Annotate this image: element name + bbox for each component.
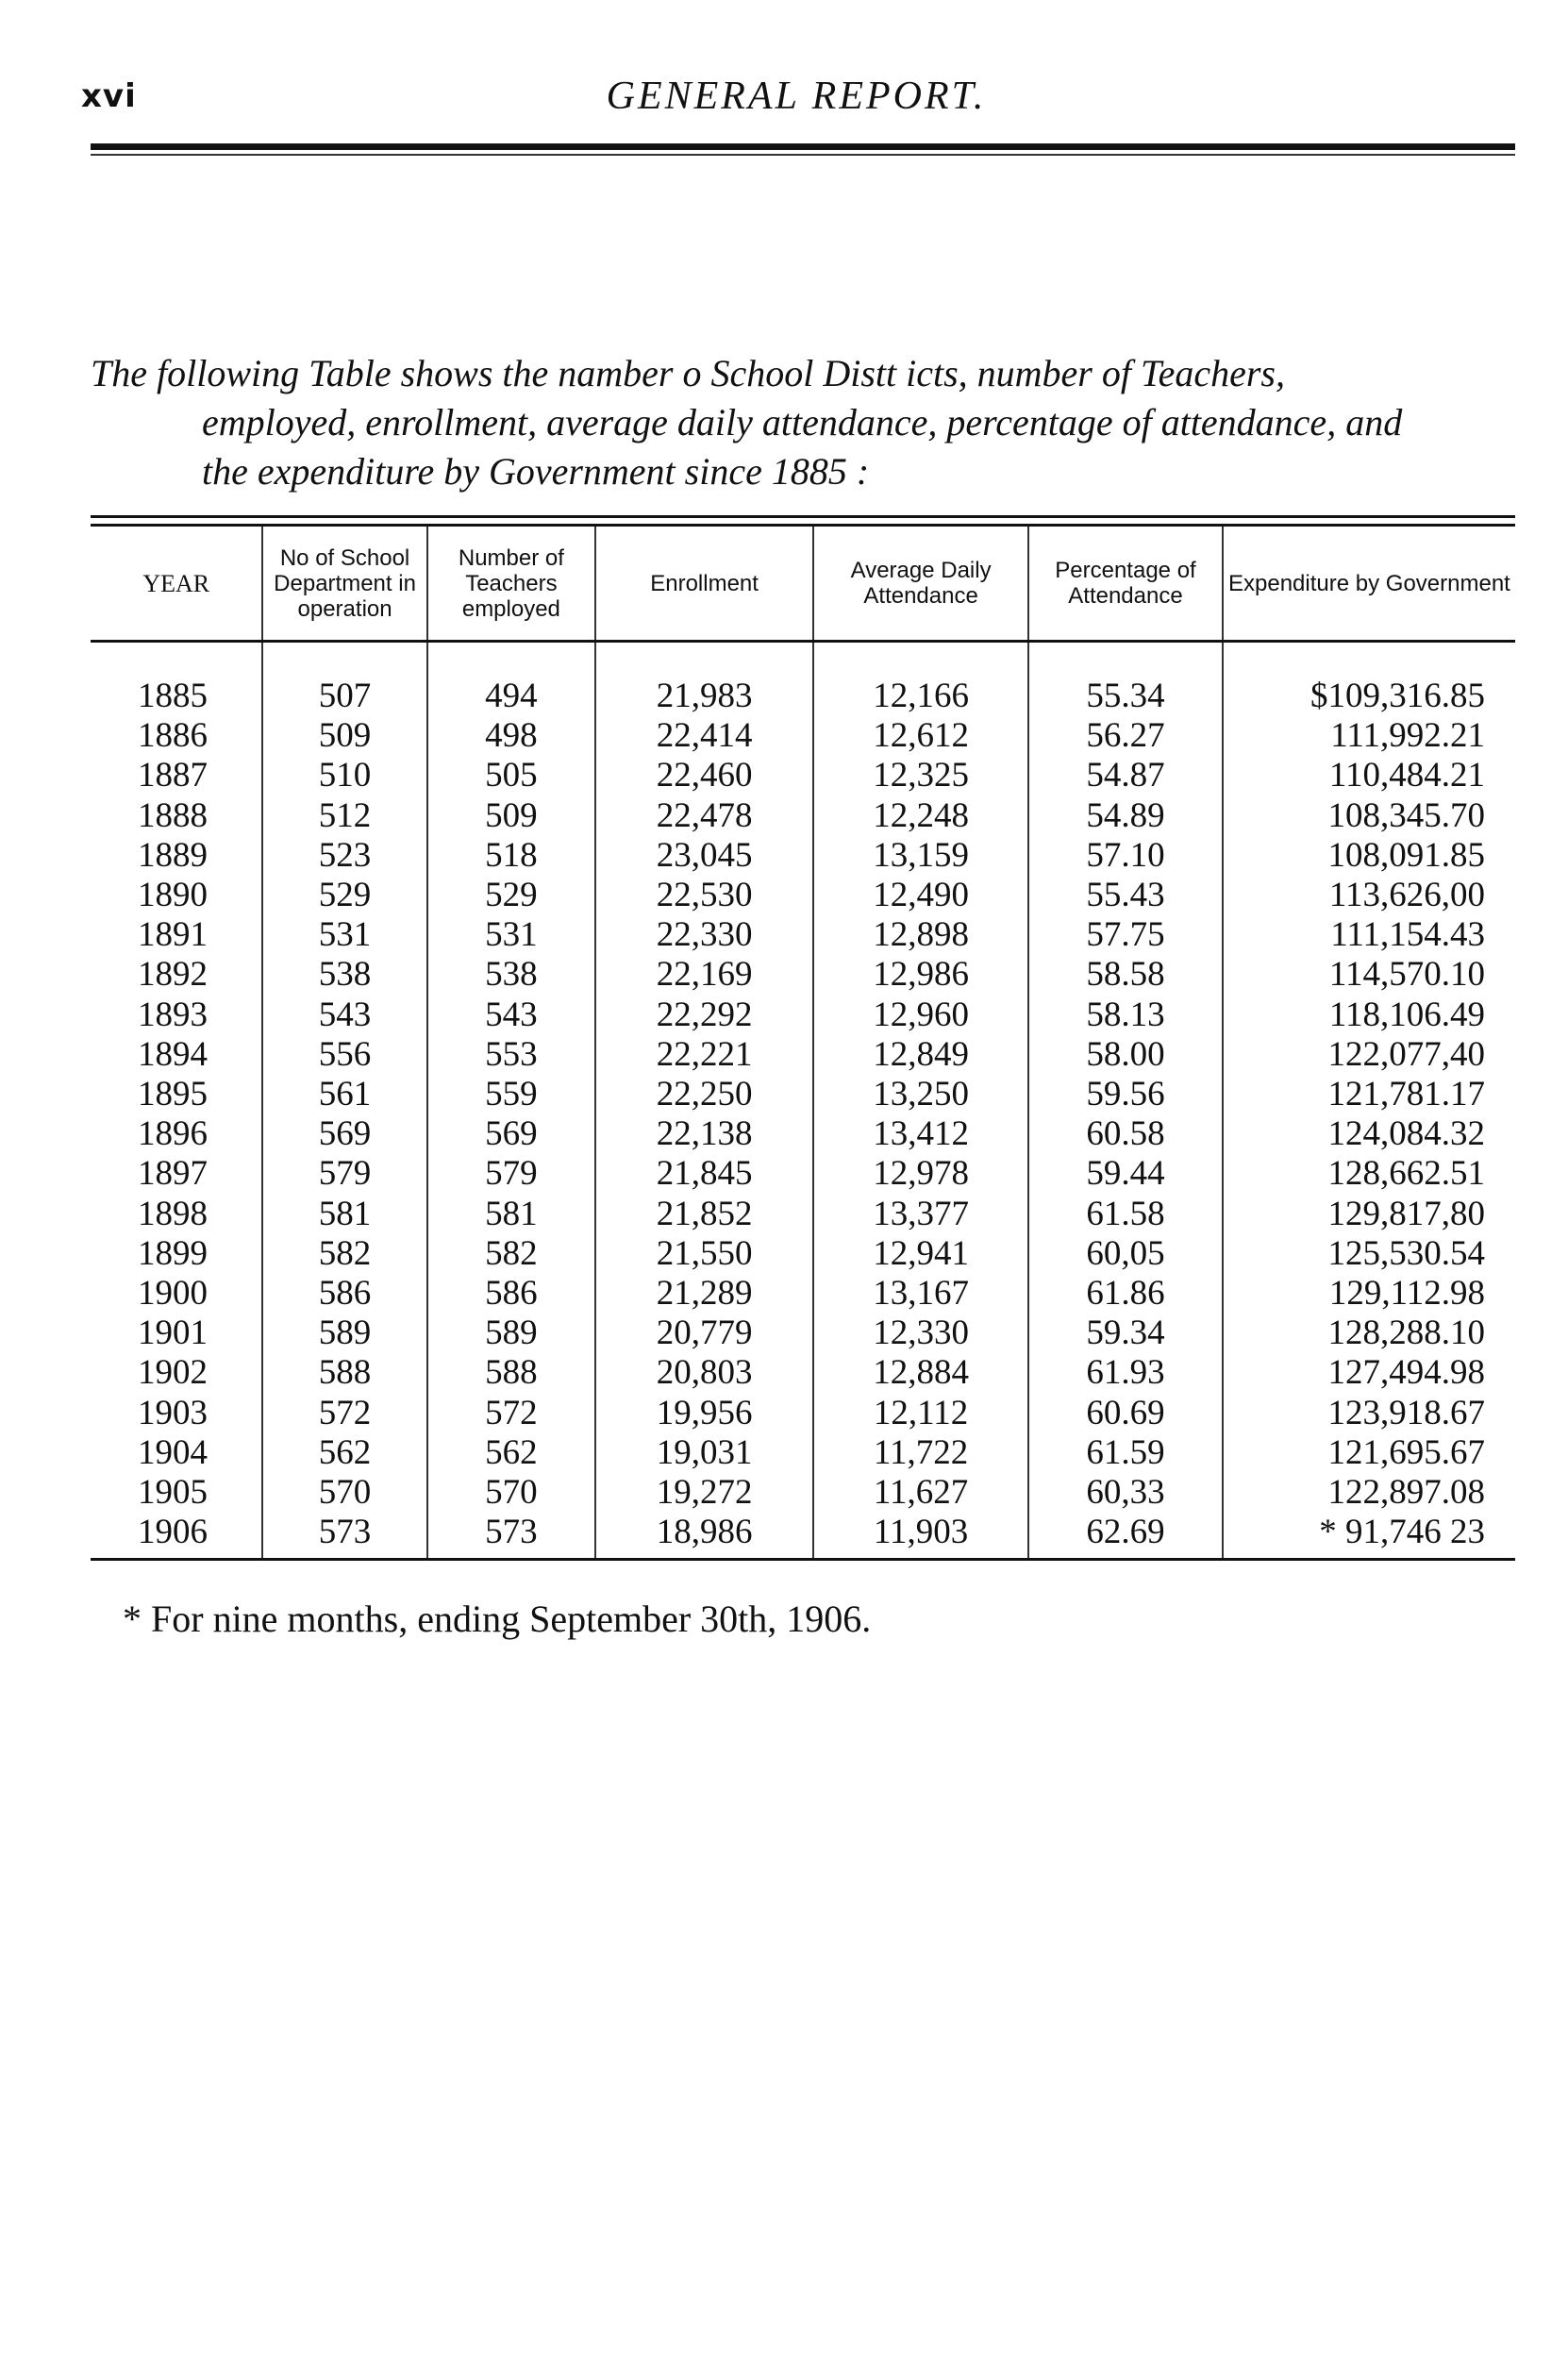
table-row xyxy=(91,1314,1515,1353)
table-row xyxy=(91,1114,1515,1154)
teachers-cell: 588 xyxy=(427,1353,595,1393)
average-attendance-cell: 12,941 xyxy=(813,1234,1028,1274)
col-enrollment-header: Enrollment xyxy=(595,527,813,642)
teachers-cell: 509 xyxy=(427,796,595,836)
average-attendance-cell: 13,159 xyxy=(813,836,1028,876)
enrollment-cell: 19,031 xyxy=(595,1433,813,1473)
school-departments-cell: 573 xyxy=(262,1513,426,1560)
percentage-cell: 62.69 xyxy=(1028,1513,1223,1560)
footnote: * For nine months, ending September 30th, 1906. xyxy=(123,1598,872,1640)
year-cell: 1901 xyxy=(138,1314,208,1353)
col-school-departments-header: No of School Department in operation xyxy=(262,527,426,642)
average-attendance-cell: 12,330 xyxy=(813,1314,1028,1353)
average-attendance-cell: 12,490 xyxy=(813,876,1028,915)
percentage-cell: 59.56 xyxy=(1028,1075,1223,1114)
percentage-cell: 60,33 xyxy=(1028,1473,1223,1513)
percentage-cell: 61.86 xyxy=(1028,1274,1223,1314)
teachers-cell: 569 xyxy=(427,1114,595,1154)
running-head xyxy=(81,68,1511,125)
expenditure-cell: 110,484.21 xyxy=(1223,756,1515,795)
year-cell: 1887 xyxy=(138,756,208,795)
enrollment-cell: 22,292 xyxy=(595,996,813,1035)
average-attendance-cell: 12,960 xyxy=(813,996,1028,1035)
enrollment-cell: 21,983 xyxy=(595,642,813,717)
year-cell: 1905 xyxy=(138,1473,208,1513)
enrollment-cell: 22,330 xyxy=(595,915,813,955)
enrollment-cell: 19,956 xyxy=(595,1394,813,1433)
table-body xyxy=(91,642,1515,1560)
percentage-cell: 57.10 xyxy=(1028,836,1223,876)
expenditure-cell: 129,817,80 xyxy=(1223,1195,1515,1234)
intro-line-3: the expenditure by Government since 1885 : xyxy=(202,450,870,493)
average-attendance-cell: 11,627 xyxy=(813,1473,1028,1513)
teachers-cell: 582 xyxy=(427,1234,595,1274)
year-cell: 1893 xyxy=(138,995,208,1034)
year-cell: 1904 xyxy=(138,1432,208,1472)
col-percentage-attendance-header: Percentage of Attendance xyxy=(1028,527,1223,642)
table-row xyxy=(91,756,1515,795)
year-cell: 1891 xyxy=(138,915,208,955)
year-cell: 1895 xyxy=(138,1075,208,1114)
average-attendance-cell: 13,250 xyxy=(813,1075,1028,1114)
average-attendance-cell: 12,849 xyxy=(813,1035,1028,1075)
expenditure-cell: 111,154.43 xyxy=(1223,915,1515,955)
expenditure-cell: 111,992.21 xyxy=(1223,716,1515,756)
school-departments-cell: 588 xyxy=(262,1353,426,1393)
teachers-cell: 562 xyxy=(427,1433,595,1473)
expenditure-cell: 128,662.51 xyxy=(1223,1154,1515,1194)
table-row xyxy=(91,1473,1515,1513)
teachers-cell: 505 xyxy=(427,756,595,795)
enrollment-cell: 20,779 xyxy=(595,1314,813,1353)
expenditure-cell: 122,897.08 xyxy=(1223,1473,1515,1513)
table-row xyxy=(91,915,1515,955)
year-cell: 1885 xyxy=(138,677,208,715)
expenditure-cell: 127,494.98 xyxy=(1223,1353,1515,1393)
teachers-cell: 553 xyxy=(427,1035,595,1075)
enrollment-cell: 20,803 xyxy=(595,1353,813,1393)
table-row xyxy=(91,1394,1515,1433)
intro-line-1: The following Table shows the namber o School Distt icts, number of Teachers, xyxy=(91,352,1285,394)
enrollment-cell: 21,550 xyxy=(595,1234,813,1274)
col-expenditure-header: Expenditure by Government xyxy=(1223,527,1515,642)
average-attendance-cell: 12,112 xyxy=(813,1394,1028,1433)
school-departments-cell: 529 xyxy=(262,876,426,915)
expenditure-cell: 108,345.70 xyxy=(1223,796,1515,836)
year-cell: 1892 xyxy=(138,955,208,995)
expenditure-cell: 114,570.10 xyxy=(1223,955,1515,995)
average-attendance-cell: 12,898 xyxy=(813,915,1028,955)
school-departments-cell: 582 xyxy=(262,1234,426,1274)
year-cell: 1894 xyxy=(138,1034,208,1074)
teachers-cell: 570 xyxy=(427,1473,595,1513)
table-row xyxy=(91,836,1515,876)
percentage-cell: 61.93 xyxy=(1028,1353,1223,1393)
percentage-cell: 54.87 xyxy=(1028,756,1223,795)
expenditure-cell: 108,091.85 xyxy=(1223,836,1515,876)
table-row xyxy=(91,796,1515,836)
average-attendance-cell: 13,377 xyxy=(813,1195,1028,1234)
percentage-cell: 58.13 xyxy=(1028,996,1223,1035)
expenditure-cell: 118,106.49 xyxy=(1223,996,1515,1035)
report-title: GENERAL REPORT. xyxy=(606,75,987,118)
average-attendance-cell: 13,167 xyxy=(813,1274,1028,1314)
school-departments-cell: 561 xyxy=(262,1075,426,1114)
year-cell: 1889 xyxy=(138,835,208,875)
table-row xyxy=(91,1353,1515,1393)
enrollment-cell: 22,460 xyxy=(595,756,813,795)
enrollment-cell: 22,414 xyxy=(595,716,813,756)
table-row xyxy=(91,1433,1515,1473)
table-row xyxy=(91,1154,1515,1194)
table-top-rule xyxy=(91,515,1515,518)
table-row xyxy=(91,716,1515,756)
expenditure-cell: * 91,746 23 xyxy=(1223,1513,1515,1560)
average-attendance-cell: 13,412 xyxy=(813,1114,1028,1154)
expenditure-cell: 121,781.17 xyxy=(1223,1075,1515,1114)
header-rule xyxy=(91,143,1515,150)
percentage-cell: 59.34 xyxy=(1028,1314,1223,1353)
expenditure-cell: 128,288.10 xyxy=(1223,1314,1515,1353)
teachers-cell: 586 xyxy=(427,1274,595,1314)
average-attendance-cell: 12,248 xyxy=(813,796,1028,836)
table-row xyxy=(91,1513,1515,1560)
intro-paragraph xyxy=(91,349,1515,496)
average-attendance-cell: 12,166 xyxy=(813,642,1028,717)
expenditure-cell: 113,626,00 xyxy=(1223,876,1515,915)
year-cell: 1896 xyxy=(138,1114,208,1154)
year-cell: 1900 xyxy=(138,1274,208,1314)
enrollment-cell: 22,250 xyxy=(595,1075,813,1114)
expenditure-cell: 123,918.67 xyxy=(1223,1394,1515,1433)
percentage-cell: 60,05 xyxy=(1028,1234,1223,1274)
table-row xyxy=(91,996,1515,1035)
school-departments-cell: 523 xyxy=(262,836,426,876)
table-row xyxy=(91,642,1515,717)
teachers-cell: 543 xyxy=(427,996,595,1035)
percentage-cell: 56.27 xyxy=(1028,716,1223,756)
school-departments-cell: 572 xyxy=(262,1394,426,1433)
year-cell: 1903 xyxy=(138,1393,208,1432)
teachers-cell: 538 xyxy=(427,955,595,995)
teachers-cell: 529 xyxy=(427,876,595,915)
year-cell: 1899 xyxy=(138,1233,208,1273)
intro-line-2: employed, enrollment, average daily attendance, percentage of attendance, and xyxy=(202,401,1403,444)
school-departments-cell: 579 xyxy=(262,1154,426,1194)
school-departments-cell: 570 xyxy=(262,1473,426,1513)
statistics-table-wrapper xyxy=(91,515,1515,1561)
teachers-cell: 494 xyxy=(427,642,595,717)
percentage-cell: 61.58 xyxy=(1028,1195,1223,1234)
year-cell: 1890 xyxy=(138,876,208,915)
page-number: xvi xyxy=(81,77,137,115)
enrollment-cell: 22,138 xyxy=(595,1114,813,1154)
expenditure-cell: 129,112.98 xyxy=(1223,1274,1515,1314)
school-departments-cell: 586 xyxy=(262,1274,426,1314)
school-departments-cell: 543 xyxy=(262,996,426,1035)
teachers-cell: 579 xyxy=(427,1154,595,1194)
teachers-cell: 581 xyxy=(427,1195,595,1234)
enrollment-cell: 21,289 xyxy=(595,1274,813,1314)
col-year-header: YEAR xyxy=(91,527,262,642)
teachers-cell: 573 xyxy=(427,1513,595,1560)
school-departments-cell: 509 xyxy=(262,716,426,756)
teachers-cell: 518 xyxy=(427,836,595,876)
average-attendance-cell: 11,903 xyxy=(813,1513,1028,1560)
enrollment-cell: 21,852 xyxy=(595,1195,813,1234)
school-departments-cell: 562 xyxy=(262,1433,426,1473)
col-average-daily-attendance-header: Average Daily Attendance xyxy=(813,527,1028,642)
enrollment-cell: 22,478 xyxy=(595,796,813,836)
school-departments-cell: 510 xyxy=(262,756,426,795)
school-departments-cell: 531 xyxy=(262,915,426,955)
school-departments-cell: 581 xyxy=(262,1195,426,1234)
teachers-cell: 498 xyxy=(427,716,595,756)
teachers-cell: 589 xyxy=(427,1314,595,1353)
table-header-row xyxy=(91,527,1515,642)
enrollment-cell: 19,272 xyxy=(595,1473,813,1513)
expenditure-cell: 125,530.54 xyxy=(1223,1234,1515,1274)
percentage-cell: 54.89 xyxy=(1028,796,1223,836)
teachers-cell: 559 xyxy=(427,1075,595,1114)
percentage-cell: 55.43 xyxy=(1028,876,1223,915)
percentage-cell: 60.58 xyxy=(1028,1114,1223,1154)
teachers-cell: 572 xyxy=(427,1394,595,1433)
col-teachers-employed-header: Number of Teachers employed xyxy=(427,527,595,642)
percentage-cell: 57.75 xyxy=(1028,915,1223,955)
header-rule-thin xyxy=(91,154,1515,156)
expenditure-cell: 121,695.67 xyxy=(1223,1433,1515,1473)
school-departments-cell: 538 xyxy=(262,955,426,995)
percentage-cell: 60.69 xyxy=(1028,1394,1223,1433)
percentage-cell: 59.44 xyxy=(1028,1154,1223,1194)
year-cell: 1902 xyxy=(138,1353,208,1393)
average-attendance-cell: 12,884 xyxy=(813,1353,1028,1393)
table-row xyxy=(91,1075,1515,1114)
percentage-cell: 55.34 xyxy=(1028,642,1223,717)
expenditure-cell: $109,316.85 xyxy=(1223,642,1515,717)
school-departments-cell: 507 xyxy=(262,642,426,717)
school-departments-cell: 556 xyxy=(262,1035,426,1075)
average-attendance-cell: 12,978 xyxy=(813,1154,1028,1194)
table-row xyxy=(91,1195,1515,1234)
school-departments-cell: 589 xyxy=(262,1314,426,1353)
year-cell: 1897 xyxy=(138,1154,208,1194)
year-cell: 1906 xyxy=(91,1513,262,1560)
teachers-cell: 531 xyxy=(427,915,595,955)
table-row xyxy=(91,1234,1515,1274)
school-departments-cell: 512 xyxy=(262,796,426,836)
table-row xyxy=(91,955,1515,995)
expenditure-cell: 122,077,40 xyxy=(1223,1035,1515,1075)
year-cell: 1898 xyxy=(138,1194,208,1233)
enrollment-cell: 18,986 xyxy=(595,1513,813,1560)
enrollment-cell: 22,530 xyxy=(595,876,813,915)
enrollment-cell: 23,045 xyxy=(595,836,813,876)
year-cell: 1886 xyxy=(138,716,208,756)
year-cell: 1888 xyxy=(138,795,208,835)
school-departments-cell: 569 xyxy=(262,1114,426,1154)
enrollment-cell: 21,845 xyxy=(595,1154,813,1194)
table-row xyxy=(91,1035,1515,1075)
average-attendance-cell: 11,722 xyxy=(813,1433,1028,1473)
average-attendance-cell: 12,612 xyxy=(813,716,1028,756)
expenditure-cell: 124,084.32 xyxy=(1223,1114,1515,1154)
table-row xyxy=(91,1274,1515,1314)
percentage-cell: 61.59 xyxy=(1028,1433,1223,1473)
statistics-table xyxy=(91,527,1515,1561)
percentage-cell: 58.00 xyxy=(1028,1035,1223,1075)
table-row xyxy=(91,876,1515,915)
average-attendance-cell: 12,325 xyxy=(813,756,1028,795)
average-attendance-cell: 12,986 xyxy=(813,955,1028,995)
enrollment-cell: 22,221 xyxy=(595,1035,813,1075)
enrollment-cell: 22,169 xyxy=(595,955,813,995)
percentage-cell: 58.58 xyxy=(1028,955,1223,995)
